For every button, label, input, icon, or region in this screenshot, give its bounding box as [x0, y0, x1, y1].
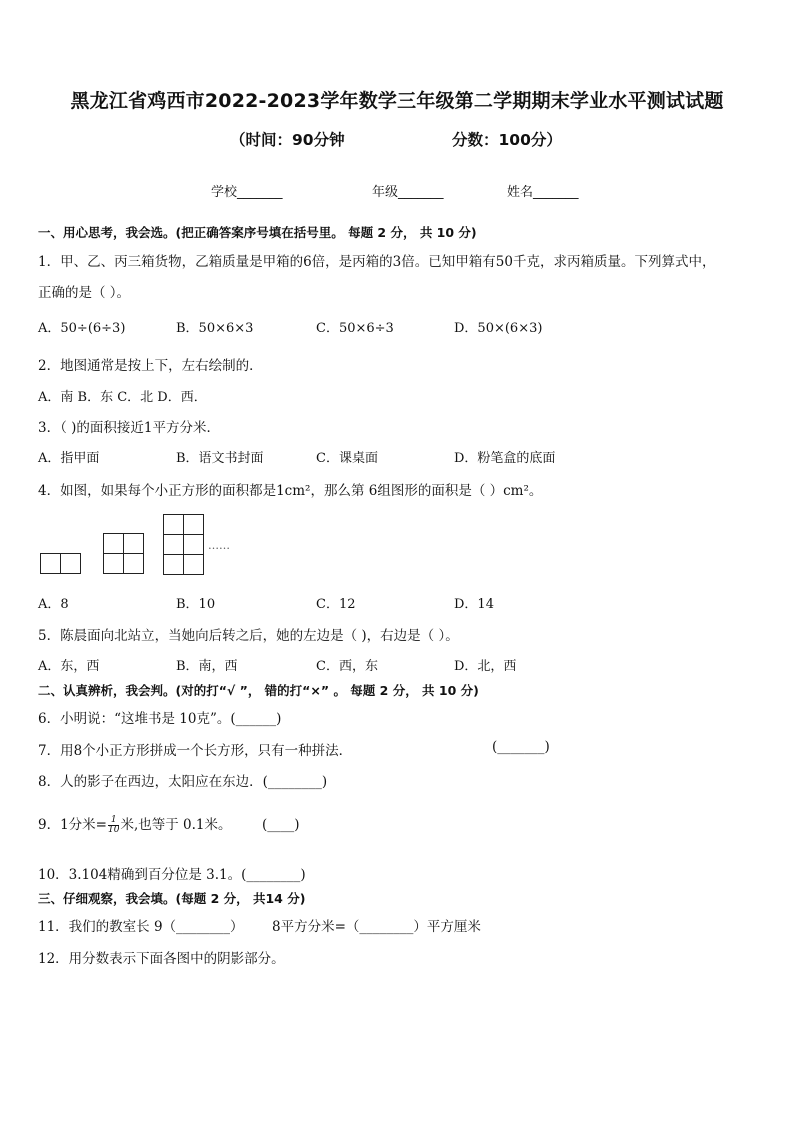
q5-option-d[interactable]: D．北，西	[454, 659, 517, 674]
q4-option-d[interactable]: D．14	[454, 597, 494, 612]
grade-field[interactable]: 年级_______	[372, 185, 444, 200]
q5-option-b[interactable]: B．南，西	[176, 659, 238, 674]
grid-square	[183, 514, 204, 535]
grid-square	[163, 534, 184, 555]
q9-answer-blank[interactable]: (____)	[262, 817, 300, 833]
question-4: 4．如图，如果每个小正方形的面积都是1cm²，那么第 6组图形的面积是（ ）cm²。	[38, 483, 543, 499]
question-1-line-1: 1．甲、乙、丙三箱货物，乙箱质量是甲箱的6倍，是丙箱的3倍。已知甲箱有50千克，求丙箱质量。下列算式中，	[38, 254, 716, 270]
q3-option-c[interactable]: C．课桌面	[316, 451, 378, 466]
exam-score: 分数：100分）	[452, 131, 562, 149]
q1-option-a[interactable]: A．50÷(6÷3)	[38, 321, 126, 336]
fraction-denominator: 10	[108, 825, 120, 835]
fraction-one-tenth	[108, 816, 119, 835]
grid-square	[60, 553, 81, 574]
question-7: 7．用8个小正方形拼成一个长方形，只有一种拼法．	[38, 743, 353, 759]
grid-square	[163, 554, 184, 575]
q1-option-d[interactable]: D．50×(6×3)	[454, 321, 543, 336]
question-6[interactable]: 6．小明说：“这堆书是 10克”。(______)	[38, 711, 282, 727]
name-field[interactable]: 姓名_______	[507, 185, 579, 200]
q1-option-c[interactable]: C．50×6÷3	[316, 321, 394, 336]
grid-square	[183, 534, 204, 555]
question-11-part-2[interactable]: 8平方分米=（________）平方厘米	[272, 919, 481, 935]
q1-option-b[interactable]: B．50×6×3	[176, 321, 254, 336]
question-9	[38, 813, 232, 835]
question-11-part-1[interactable]: 11．我们的教室长 9（________）	[38, 919, 244, 935]
grid-square	[103, 533, 124, 554]
q4-option-c[interactable]: C．12	[316, 597, 356, 612]
q4-option-a[interactable]: A．8	[38, 597, 69, 612]
question-1-line-2: 正确的是（ ）。	[38, 285, 131, 301]
grid-square	[183, 554, 204, 575]
q9-suffix: 米,也等于 0.1米。	[120, 817, 232, 833]
q2-options[interactable]: A．南 B．东 C．北 D．西．	[38, 390, 207, 405]
q3-option-a[interactable]: A．指甲面	[38, 451, 100, 466]
grid-square	[123, 533, 144, 554]
grid-square	[123, 553, 144, 574]
question-3: 3．（ )的面积接近1平方分米．	[38, 420, 220, 436]
question-2: 2．地图通常是按上下，左右绘制的．	[38, 358, 263, 374]
exam-time: （时间：90分钟	[230, 131, 345, 149]
fraction-numerator: 1	[108, 816, 119, 826]
grid-square	[163, 514, 184, 535]
q7-answer-blank[interactable]: (_______)	[492, 739, 550, 755]
question-12: 12．用分数表示下面各图中的阴影部分。	[38, 951, 285, 967]
question-10[interactable]: 10．3.104精确到百分位是 3.1。(________)	[38, 867, 306, 883]
school-field[interactable]: 学校_______	[211, 185, 283, 200]
grid-square	[40, 553, 61, 574]
grid-square	[103, 553, 124, 574]
section-2-heading: 二、认真辨析，我会判。(对的打“√ ”， 错的打“×” 。 每题 2 分， 共 10 分)	[38, 683, 479, 698]
q5-option-a[interactable]: A．东，西	[38, 659, 100, 674]
q3-option-b[interactable]: B．语文书封面	[176, 451, 264, 466]
q5-option-c[interactable]: C．西，东	[316, 659, 378, 674]
question-5: 5．陈晨面向北站立，当她向后转之后，她的左边是（ )，右边是（ ）。	[38, 628, 459, 644]
section-3-heading: 三、仔细观察，我会填。(每题 2 分， 共14 分)	[38, 891, 306, 906]
page-title: 黑龙江省鸡西市2022-2023学年数学三年级第二学期期末学业水平测试试题	[70, 90, 724, 112]
q4-option-b[interactable]: B．10	[176, 597, 216, 612]
question-8[interactable]: 8．人的影子在西边，太阳应在东边．(________)	[38, 774, 328, 790]
q4-ellipsis: ……	[208, 539, 230, 552]
q9-prefix: 9．1分米=	[38, 817, 107, 833]
q3-option-d[interactable]: D．粉笔盒的底面	[454, 451, 556, 466]
section-1-heading: 一、用心思考，我会选。(把正确答案序号填在括号里。 每题 2 分， 共 10 分)	[38, 225, 477, 240]
